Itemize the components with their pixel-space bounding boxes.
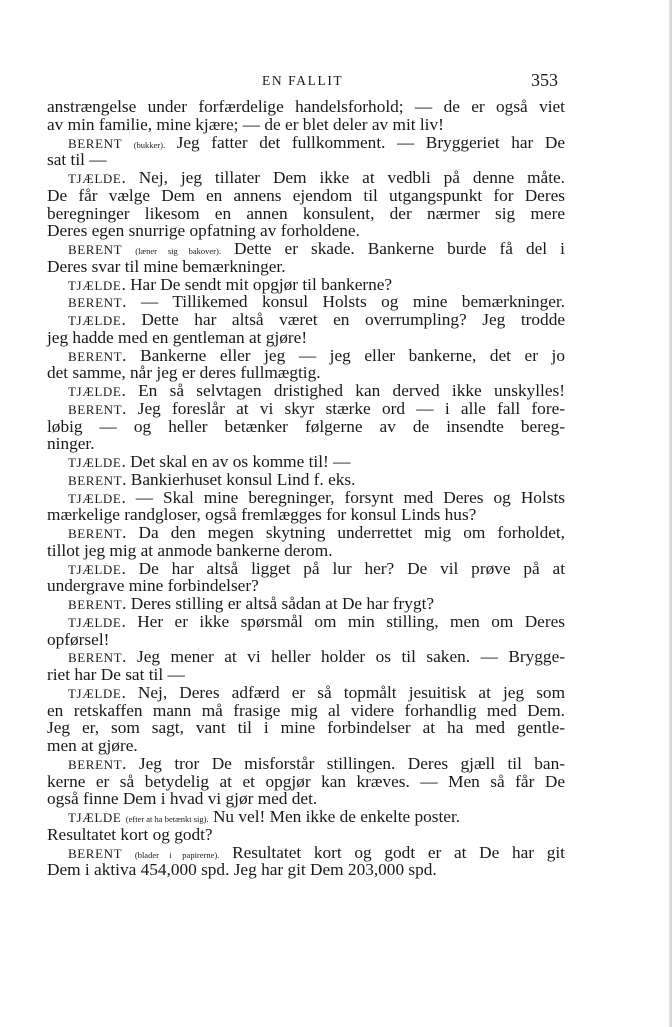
speaker-name: BERENT (68, 472, 123, 488)
speech-line: BERENT. — Tillikemed konsul Holsts og mine bemærkninger. (68, 292, 565, 312)
text-line: en retskaffen mann må frasige mig al videre forhandlig med Dem. (47, 700, 565, 720)
text-line: Dem i aktiva 454,000 spd. Jeg har git Dem 203,000 spd. (47, 860, 437, 880)
stage-direction: (efter at ha betænkt sig). (125, 814, 209, 824)
text-line: mærkelige randgloser, også fremlægges for konsul Linds hus? (47, 505, 477, 525)
speech-line: BERENT (blader i papirerne). Resultatet kort og godt er at De har git (68, 842, 565, 862)
speech-line: BERENT. Jeg tror De misforstår stillingen. Deres gjæll til ban- (68, 753, 565, 773)
speaker-name: TJÆLDE (68, 455, 122, 470)
speech-line: BERENT (bukker). Jeg fatter det fullkomment. — Bryggeriet har De (68, 132, 565, 152)
text-line: det samme, når jeg er deres fullmægtig. (47, 363, 321, 383)
text-line: riet har De sat til — (47, 665, 185, 684)
speaker-name: TJÆLDE (68, 810, 122, 825)
stage-direction: (læner sig bakover). (135, 246, 221, 256)
speaker-name: BERENT (68, 242, 123, 257)
speech-line: TJÆLDE. Det skal en av os komme til! — (68, 452, 351, 471)
text-line: sat til — (47, 150, 107, 170)
speaker-name: BERENT (68, 597, 123, 612)
speech-line: BERENT. Bankerne eller jeg — jeg eller bankerne, det er jo (68, 345, 565, 365)
speech-line: BERENT (læner sig bakover). Dette er skade. Bankerne burde få del i (68, 239, 565, 258)
text-line: også finne Dem i hvad vi gjør med det. (47, 789, 318, 809)
speaker-name: TJÆLDE (68, 490, 122, 506)
text-line: Jeg er, som sagt, vant til i mine forbindelser at ha med gentle- (47, 718, 565, 738)
speaker-name: TJÆLDE (68, 384, 122, 399)
speaker-name: TJÆLDE (68, 614, 122, 630)
text-line: undergrave mine forbindelser? (47, 576, 259, 596)
speech-line: TJÆLDE (efter at ha betænkt sig). Nu vel! Men ikke de enkelte poster. (68, 807, 461, 826)
speaker-name: TJÆLDE (68, 685, 122, 701)
speech-line: BERENT. Jeg mener at vi heller holder os til saken. — Brygge- (68, 647, 565, 667)
speaker-name: BERENT (68, 756, 123, 772)
text-line: opførsel! (47, 629, 110, 649)
speech-line: TJÆLDE. En så selvtagen dristighed kan derved ikke unskylles! (68, 381, 565, 400)
speech-line: TJÆLDE. — Skal mine beregninger, forsynt med Deres og Holsts (68, 487, 565, 507)
text-line: ninger. (47, 434, 95, 454)
speech-line: BERENT. Deres stilling er altså sådan at De har frygt? (68, 594, 435, 613)
speech-line: TJÆLDE. Nej, jeg tillater Dem ikke at vedbli på denne måte. (68, 168, 566, 187)
speech-line: BERENT. Da den megen skytning underrettet mig om forholdet, (68, 523, 566, 542)
speech-line: TJÆLDE. Dette har altså været en overrumpling? Jeg trodde (68, 310, 566, 329)
speaker-name: BERENT (68, 348, 123, 364)
speaker-name: BERENT (68, 135, 123, 151)
page-number: 353 (531, 70, 558, 90)
dialogue-text (47, 98, 565, 879)
speaker-name: TJÆLDE (68, 277, 122, 293)
speaker-name: BERENT (68, 295, 123, 311)
speech-line: TJÆLDE. De har altså ligget på lur her? De vil prøve på at (68, 558, 566, 578)
speech-line: TJÆLDE. Her er ikke spørsmål om min stilling, men om Deres (68, 611, 566, 631)
text-line: jeg hadde med en gentleman at gjøre! (47, 327, 308, 347)
speaker-name: BERENT (68, 401, 123, 417)
text-line: Resultatet kort og godt? (47, 824, 213, 844)
text-line: men at gjøre. (47, 736, 138, 755)
speaker-name: BERENT (68, 650, 123, 666)
text-line: av min familie, mine kjære; — de er blet deler av mit liv! (47, 114, 444, 134)
running-title: EN FALLIT (262, 73, 344, 88)
speech-line: TJÆLDE. Har De sendt mit opgjør til bankerne? (68, 274, 393, 294)
speech-line: BERENT. Bankierhuset konsul Lind f. eks. (68, 469, 356, 489)
stage-direction: (blader i papirerne). (134, 849, 220, 860)
speaker-name: TJÆLDE (68, 313, 122, 328)
text-line: anstrængelse under forfærdelige handelsforhold; — de er også viet (47, 97, 565, 116)
text-line: Deres svar til mine bemærkninger. (47, 256, 286, 276)
speaker-name: BERENT (68, 526, 123, 541)
running-head (0, 70, 672, 93)
speech-line: TJÆLDE. Nej, Deres adfærd er så topmålt jesuitisk at jeg som (68, 682, 566, 702)
speaker-name: BERENT (68, 845, 123, 861)
speech-line: BERENT. Jeg foreslår at vi skyr stærke ord — i alle fall fore- (68, 398, 565, 418)
text-line: De får vælge Dem en annens ejendom til utgangspunkt for Deres (47, 185, 565, 205)
text-line: tillot jeg mig at anmode bankerne derom. (47, 540, 333, 560)
text-line: kerne er så betydelig at et opgjør kan kræves. — Men så får De (47, 771, 565, 791)
text-line: løbig — og heller betænker følgerne av de insendte bereg- (47, 416, 565, 436)
speaker-name: TJÆLDE (68, 561, 122, 577)
text-line: beregninger likesom en annen konsulent, der nærmer sig mere (47, 203, 565, 223)
stage-direction: (bukker). (133, 139, 166, 150)
text-line: Deres egen snurrige opfatning av forholdene. (47, 221, 360, 241)
speaker-name: TJÆLDE (68, 171, 122, 186)
